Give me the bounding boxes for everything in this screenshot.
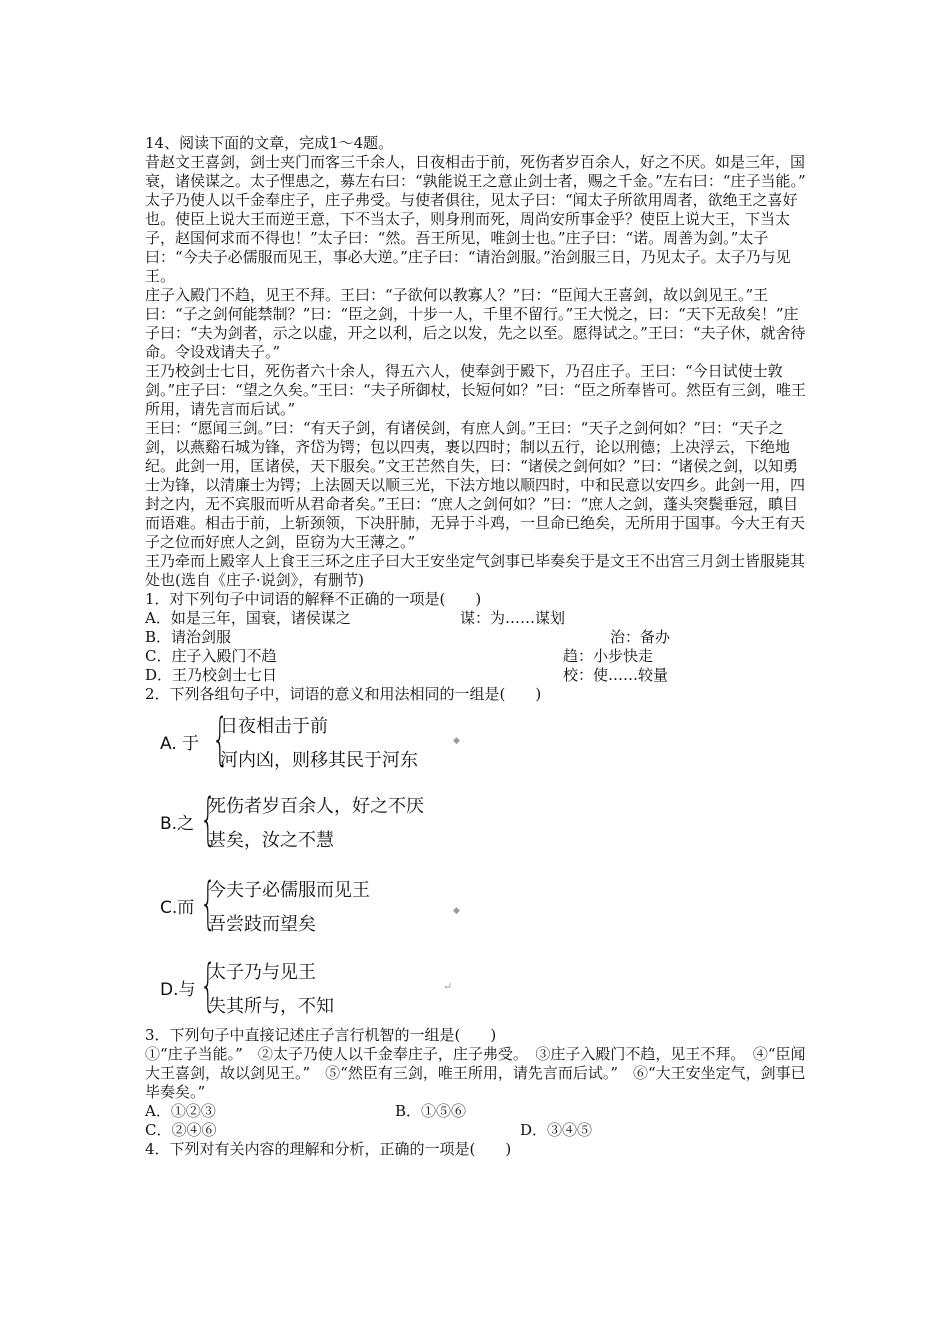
brace-icon: { [212,707,229,772]
paragraph-mark-icon: ◆ [453,736,460,746]
passage-paragraph-4: 王乃校剑士七日，死伤者六十余人，得五六人，使奉剑于殿下，乃召庄子。王曰：“今日试使士敦剑。”庄子曰：“望之久矣。”王曰：“夫子所御杖，长短何如？”曰：“臣之所奉皆可。然臣有三剑，唯王所用，请先言而后试。” [145,362,807,418]
group-sentence-2: 河内凶，则移其民于河东 [220,750,418,771]
option-text: C．庄子入殿门不趋 [145,647,277,665]
question-1-option-a [145,609,810,628]
group-sentence-2: 甚矣，汝之不慧 [208,830,334,851]
group-sentence-2: 吾尝跂而望矣 [208,914,316,935]
option-text: A．如是三年，国衰，诸侯谋之 [145,609,351,627]
question-4-stem: 4．下列对有关内容的理解和分析，正确的一项是( ) [145,1140,512,1158]
group-sentence-2: 失其所与，不知 [208,996,334,1017]
option-text: D．王乃校剑士七日 [145,666,278,684]
question-1-option-d [145,666,810,685]
question-3-options-row-2 [145,1121,810,1140]
passage-paragraph-3: 庄子入殿门不趋，见王不拜。王曰：“子欲何以教寡人？”曰：“臣闻大王喜剑，故以剑见王。”王曰：“子之剑何能禁制？”曰：“臣之剑，十步一人，千里不留行。”王大悦之，曰：“天下无敌矣！”庄子曰：“夫为剑者，示之以虚，开之以利，后之以发，先之以至。愿得试之。”王曰：“夫子休，就舍待命。令设戏请夫子。” [145,286,806,361]
brace-icon: { [200,787,217,852]
return-mark-icon: ↵ [443,980,453,993]
question-1-option-c [145,647,810,666]
paragraph-mark-icon: ◆ [453,906,460,916]
option-c: C．②④⑥ [145,1121,217,1139]
option-explanation: 趋：小步快走 [563,647,654,665]
question-1-stem: 1．对下列句子中词语的解释不正确的一项是( ) [145,590,482,608]
passage-paragraph-6: 王乃牵而上殿宰人上食王三环之庄子曰大王安坐定气剑事已毕奏矣于是文王不出宫三月剑士皆服毙其处也(选自《庄子·说剑》，有删节) [145,552,806,589]
group-sentence-1: 日夜相击于前 [220,716,328,737]
passage-heading: 14、阅读下面的文章，完成1～4题。 [145,134,394,152]
option-explanation: 治：备办 [610,628,671,646]
brace-icon: { [200,953,217,1018]
option-explanation: 校：使……较量 [563,666,669,684]
group-label: B.之 [160,814,195,834]
option-explanation: 谋：为……谋划 [460,609,566,627]
brace-icon: { [200,871,217,936]
option-text: B．请治剑服 [145,628,232,646]
question-3-stem: 3．下列句子中直接记述庄子言行机智的一组是( ) [145,1026,497,1044]
option-a: A．①②③ [145,1102,216,1120]
question-2-groups [145,708,810,1026]
document-page [145,134,810,1159]
question-2-stem: 2．下列各组句子中，词语的意义和用法相同的一组是( ) [145,685,542,703]
group-sentence-1: 死伤者岁百余人，好之不厌 [208,796,424,817]
option-b: B．①⑤⑥ [395,1102,467,1120]
passage-paragraph-2: 太子乃使人以千金奉庄子，庄子弗受。与使者俱往，见太子曰：“闻太子所欲用周者，欲绝王之喜好也。使臣上说大王而逆王意，下不当太子，则身刑而死，周尚安所事金乎？使臣上说大王，下当太子，赵国何求而不得也！”太子曰：“然。吾王所见，唯剑士也。”庄子曰：“诺。周善为剑。”太子曰：“今夫子必儒服而见王，事必大逆。”庄子曰：“请治剑服。”治剑服三日，乃见太子。太子乃与见王。 [145,191,798,285]
group-label: C.而 [160,898,195,918]
option-d: D．③④⑤ [520,1121,593,1139]
passage-paragraph-5: 王曰：“愿闻三剑。”曰：“有天子剑，有诸侯剑，有庶人剑。”王曰：“天子之剑何如？”曰：“天子之剑，以燕谿石城为锋，齐岱为锷；包以四夷，裹以四时；制以五行，论以刑德；上决浮云，下绝地纪。此剑一用，匡诸侯，天下服矣。”文王芒然自失，曰：“诸侯之剑何如？”曰：“诸侯之剑，以知勇士为锋，以清廉士为锷；上法圆天以顺三光，下法方地以顺四时，中和民意以安四乡。此剑一用，四封之内，无不宾服而听从君命者矣。”王曰：“庶人之剑何如？”曰：“庶人之剑，蓬头突鬓垂冠，瞋目而语难。相击于前，上斩颈领，下决肝肺，无异于斗鸡，一旦命已绝矣，无所用于国事。今大王有天子之位而好庶人之剑，臣窃为大王薄之。” [145,419,806,551]
question-3-body: ①“庄子当能。” ②太子乃使人以千金奉庄子，庄子弗受。 ③庄子入殿门不趋，见王不拜。 ④“臣闻大王喜剑，故以剑见王。” ⑤“然臣有三剑，唯王所用，请先言而后试。” ⑥“大王安坐定气，剑事已毕奏矣。” [145,1045,806,1101]
passage-paragraph-1: 昔赵文王喜剑，剑士夹门而客三千余人，日夜相击于前，死伤者岁百余人，好之不厌。如是三年，国衰，诸侯谋之。太子悝患之，募左右曰：“孰能说王之意止剑士者，赐之千金。”左右曰：“庄子当能。” [145,153,806,190]
group-sentence-1: 今夫子必儒服而见王 [208,880,370,901]
question-3-options-row-1 [145,1102,810,1121]
group-label: A. 于 [160,734,200,754]
group-sentence-1: 太子乃与见王 [208,962,316,983]
question-1-option-b [145,628,810,647]
group-label: D.与 [160,980,196,1000]
